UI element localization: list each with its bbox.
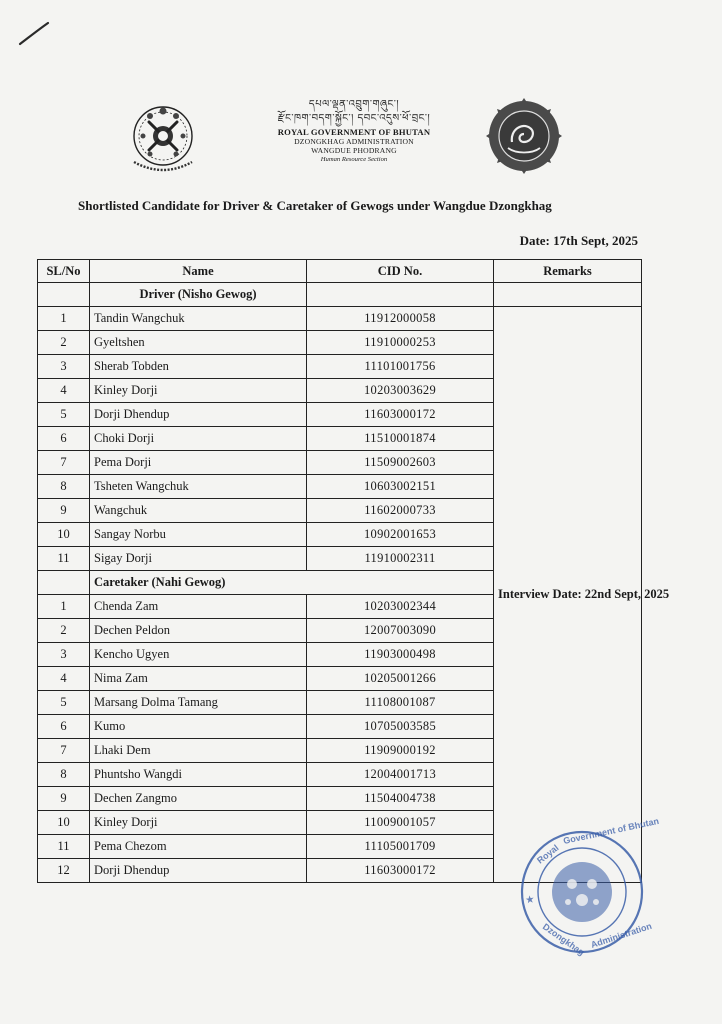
row-name: Tandin Wangchuk bbox=[90, 307, 307, 331]
row-sl: 10 bbox=[38, 523, 90, 547]
row-sl: 10 bbox=[38, 811, 90, 835]
row-name: Phuntsho Wangdi bbox=[90, 763, 307, 787]
row-name: Pema Dorji bbox=[90, 451, 307, 475]
row-cid: 10902001653 bbox=[307, 523, 494, 547]
row-sl: 2 bbox=[38, 331, 90, 355]
row-sl: 5 bbox=[38, 691, 90, 715]
row-sl: 7 bbox=[38, 451, 90, 475]
row-cid: 11009001057 bbox=[307, 811, 494, 835]
row-sl: 9 bbox=[38, 787, 90, 811]
letterhead-administration: DZONGKHAG ADMINISTRATION bbox=[294, 137, 414, 146]
row-cid: 11903000498 bbox=[307, 643, 494, 667]
header-cid: CID No. bbox=[307, 260, 494, 283]
row-name: Gyeltshen bbox=[90, 331, 307, 355]
row-name: Sherab Tobden bbox=[90, 355, 307, 379]
row-sl: 11 bbox=[38, 547, 90, 571]
row-sl: 1 bbox=[38, 307, 90, 331]
svg-text:Administration: Administration bbox=[589, 920, 654, 950]
row-cid: 11909000192 bbox=[307, 739, 494, 763]
row-name: Lhaki Dem bbox=[90, 739, 307, 763]
candidate-table bbox=[37, 259, 670, 883]
dzongkhag-logo-icon bbox=[486, 98, 562, 174]
row-cid: 11602000733 bbox=[307, 499, 494, 523]
group-label-caretaker: Caretaker (Nahi Gewog) bbox=[90, 571, 494, 595]
row-sl: 4 bbox=[38, 379, 90, 403]
row-name: Pema Chezom bbox=[90, 835, 307, 859]
group-row-sl-empty bbox=[38, 283, 90, 307]
group-row-cid-empty bbox=[307, 283, 494, 307]
svg-text:Dzongkhag: Dzongkhag bbox=[540, 921, 587, 958]
svg-text:Royal: Royal bbox=[535, 842, 561, 866]
row-sl: 6 bbox=[38, 715, 90, 739]
row-name: Kumo bbox=[90, 715, 307, 739]
row-sl: 12 bbox=[38, 859, 90, 883]
row-name: Kinley Dorji bbox=[90, 379, 307, 403]
row-name: Kinley Dorji bbox=[90, 811, 307, 835]
group-row-remarks-empty bbox=[494, 283, 642, 307]
svg-text:Government of Bhutan: Government of Bhutan bbox=[562, 815, 660, 846]
row-sl: 11 bbox=[38, 835, 90, 859]
row-sl: 7 bbox=[38, 739, 90, 763]
letterhead-dzongkha-line-2: རྫོང་ཁག་བདག་སྐྱོང་། དབང་འདུས་ཕོ་བྲང་། bbox=[277, 113, 431, 124]
document-date: Date: 17th Sept, 2025 bbox=[519, 233, 638, 248]
row-cid: 11108001087 bbox=[307, 691, 494, 715]
row-name: Choki Dorji bbox=[90, 427, 307, 451]
row-cid: 12007003090 bbox=[307, 619, 494, 643]
document-title: Shortlisted Candidate for Driver & Caretaker of Gewogs under Wangdue Dzongkhag bbox=[78, 198, 552, 213]
remarks-cell: Interview Date: 22nd Sept, 2025 bbox=[494, 307, 642, 883]
row-cid: 11101001756 bbox=[307, 355, 494, 379]
table-row bbox=[38, 307, 642, 331]
row-cid: 11910002311 bbox=[307, 547, 494, 571]
row-cid: 11910000253 bbox=[307, 331, 494, 355]
row-cid: 10205001266 bbox=[307, 667, 494, 691]
row-sl: 5 bbox=[38, 403, 90, 427]
row-name: Nima Zam bbox=[90, 667, 307, 691]
row-cid: 10705003585 bbox=[307, 715, 494, 739]
row-name: Dechen Zangmo bbox=[90, 787, 307, 811]
header-remarks: Remarks bbox=[494, 260, 642, 283]
row-name: Sangay Norbu bbox=[90, 523, 307, 547]
row-name: Kencho Ugyen bbox=[90, 643, 307, 667]
row-cid: 11509002603 bbox=[307, 451, 494, 475]
row-cid: 11504004738 bbox=[307, 787, 494, 811]
row-cid: 11510001874 bbox=[307, 427, 494, 451]
row-sl: 4 bbox=[38, 667, 90, 691]
row-name: Dechen Peldon bbox=[90, 619, 307, 643]
row-name: Sigay Dorji bbox=[90, 547, 307, 571]
national-emblem-icon bbox=[122, 102, 204, 176]
group-row-sl-empty bbox=[38, 571, 90, 595]
letterhead-section: Human Resource Section bbox=[320, 156, 388, 163]
row-cid: 10603002151 bbox=[307, 475, 494, 499]
table-header-row bbox=[38, 260, 642, 283]
row-cid: 10203003629 bbox=[307, 379, 494, 403]
row-sl: 3 bbox=[38, 643, 90, 667]
row-cid: 12004001713 bbox=[307, 763, 494, 787]
pen-mark bbox=[18, 20, 50, 46]
row-sl: 3 bbox=[38, 355, 90, 379]
row-sl: 1 bbox=[38, 595, 90, 619]
row-name: Tsheten Wangchuk bbox=[90, 475, 307, 499]
letterhead-dzongkha-line-1: དཔལ་ལྡན་འབྲུག་གཞུང་། bbox=[308, 99, 400, 110]
row-cid: 11105001709 bbox=[307, 835, 494, 859]
row-cid: 10203002344 bbox=[307, 595, 494, 619]
row-sl: 9 bbox=[38, 499, 90, 523]
row-name: Dorji Dhendup bbox=[90, 403, 307, 427]
group-row-driver bbox=[38, 283, 642, 307]
header-sl: SL/No bbox=[38, 260, 90, 283]
row-sl: 8 bbox=[38, 475, 90, 499]
row-sl: 6 bbox=[38, 427, 90, 451]
svg-text:★: ★ bbox=[524, 894, 536, 905]
letterhead-government: ROYAL GOVERNMENT OF BHUTAN bbox=[277, 127, 431, 137]
letterhead bbox=[230, 98, 478, 164]
row-sl: 8 bbox=[38, 763, 90, 787]
official-seal-stamp bbox=[512, 815, 660, 958]
row-name: Dorji Dhendup bbox=[90, 859, 307, 883]
letterhead-dzongkhag: WANGDUE PHODRANG bbox=[311, 146, 397, 155]
row-sl: 2 bbox=[38, 619, 90, 643]
row-cid: 11603000172 bbox=[307, 403, 494, 427]
row-name: Marsang Dolma Tamang bbox=[90, 691, 307, 715]
row-name: Wangchuk bbox=[90, 499, 307, 523]
group-label-driver: Driver (Nisho Gewog) bbox=[90, 283, 307, 307]
row-name: Chenda Zam bbox=[90, 595, 307, 619]
row-cid: 11603000172 bbox=[307, 859, 494, 883]
row-cid: 11912000058 bbox=[307, 307, 494, 331]
header-name: Name bbox=[90, 260, 307, 283]
